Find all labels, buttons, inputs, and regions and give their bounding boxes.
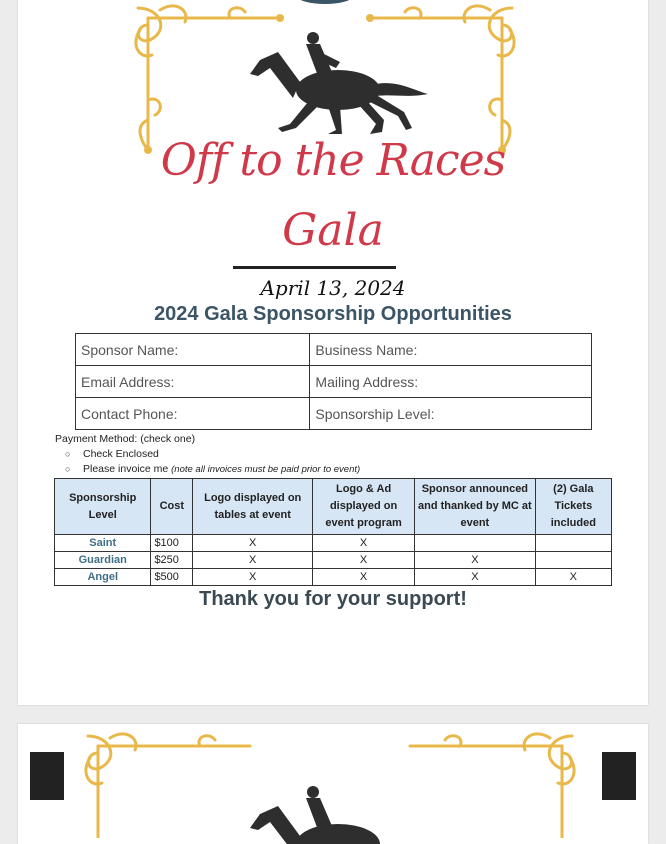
event-title: Off to the Races: [160, 135, 506, 186]
sponsorship-levels-table: [54, 478, 612, 586]
column-header: Cost: [151, 479, 193, 535]
column-header: Sponsor announced and thanked by MC at event: [415, 479, 536, 535]
level-cost: $500: [151, 569, 193, 586]
payment-option-invoice-label: Please invoice me: [83, 463, 169, 475]
level-name: Saint: [55, 535, 151, 552]
table-cell: [535, 552, 611, 569]
corner-mark-icon: [602, 752, 636, 800]
sponsor-name-field[interactable]: Sponsor Name:: [76, 334, 310, 366]
invoice-note: (note all invoices must be paid prior to event): [171, 464, 361, 475]
flyer-page-2: [18, 724, 648, 844]
table-cell: X: [415, 552, 536, 569]
payment-option-check[interactable]: [55, 447, 360, 462]
page-subtitle: 2024 Gala Sponsorship Opportunities: [154, 303, 512, 325]
sponsorship-level-field[interactable]: Sponsorship Level:: [310, 398, 592, 430]
table-cell: X: [193, 552, 313, 569]
mailing-address-field[interactable]: Mailing Address:: [310, 366, 592, 398]
email-field[interactable]: Email Address:: [76, 366, 310, 398]
table-cell: X: [535, 569, 611, 586]
horse-jockey-icon: [248, 32, 433, 137]
table-cell: [535, 535, 611, 552]
payment-method: [55, 432, 360, 477]
table-cell: X: [193, 535, 313, 552]
table-row: [55, 535, 612, 552]
column-header: (2) Gala Tickets included: [535, 479, 611, 535]
business-name-field[interactable]: Business Name:: [310, 334, 592, 366]
table-row: [55, 552, 612, 569]
event-title-gala: Gala: [282, 205, 384, 256]
level-name: Angel: [55, 569, 151, 586]
horse-jockey-icon: [248, 786, 433, 844]
column-header: Logo & Ad displayed on event program: [313, 479, 415, 535]
payment-option-check-label: Check Enclosed: [83, 448, 159, 460]
table-header-row: [55, 479, 612, 535]
level-name: Guardian: [55, 552, 151, 569]
level-cost: $100: [151, 535, 193, 552]
level-cost: $250: [151, 552, 193, 569]
contact-phone-field[interactable]: Contact Phone:: [76, 398, 310, 430]
circle-bullet-icon: ○: [65, 464, 71, 474]
column-header: Sponsorship Level: [55, 479, 151, 535]
circle-bullet-icon: ○: [65, 449, 71, 459]
corner-mark-icon: [30, 752, 64, 800]
table-cell: X: [313, 535, 415, 552]
payment-option-invoice[interactable]: [55, 462, 360, 477]
table-row: [55, 569, 612, 586]
column-header: Logo displayed on tables at event: [193, 479, 313, 535]
table-cell: X: [415, 569, 536, 586]
title-underline: [233, 266, 396, 269]
table-cell: X: [193, 569, 313, 586]
sponsor-info-form: [75, 333, 592, 430]
event-date: April 13, 2024: [260, 276, 406, 300]
thank-you-message: Thank you for your support!: [199, 588, 467, 610]
table-cell: X: [313, 569, 415, 586]
payment-label: Payment Method: (check one): [55, 433, 196, 445]
table-cell: X: [313, 552, 415, 569]
flyer-page: [18, 0, 648, 705]
table-cell: [415, 535, 536, 552]
